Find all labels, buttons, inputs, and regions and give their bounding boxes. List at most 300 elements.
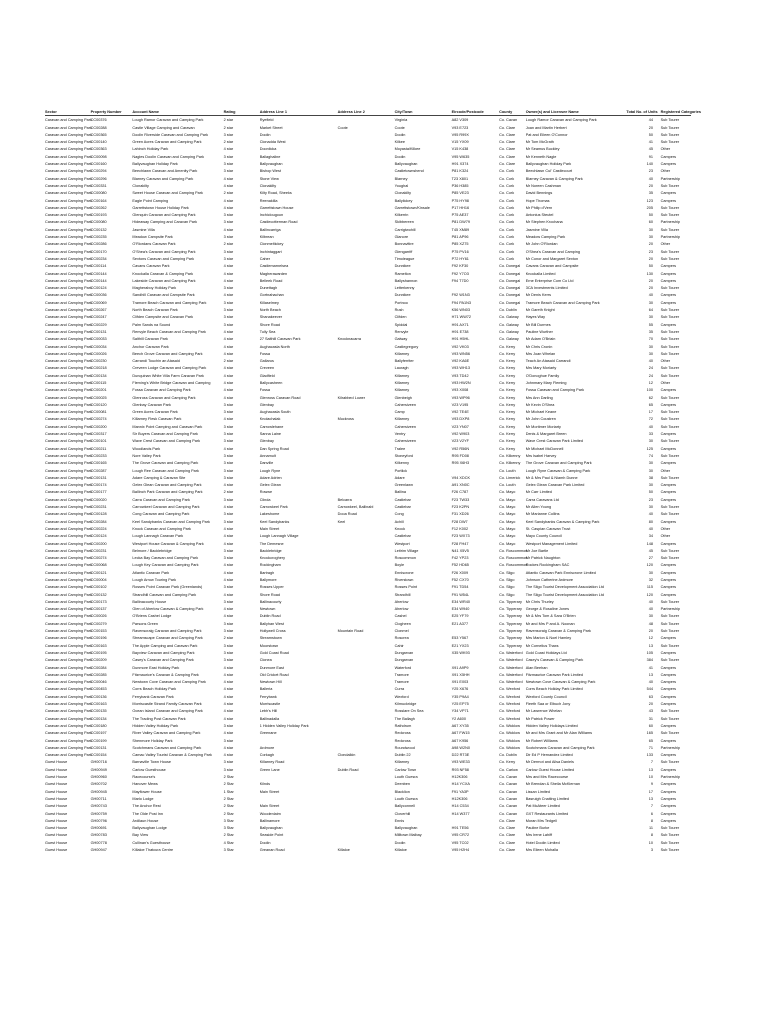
table-cell: F23 K2PN (451, 504, 470, 510)
table-cell: D22 RT3E (451, 752, 470, 758)
table-cell: Guest House (45, 766, 68, 772)
table-cell: Killarney (394, 387, 410, 393)
table-row (45, 277, 691, 284)
table-cell: Co. Wexford (499, 686, 521, 692)
table-cell: Other (660, 146, 671, 152)
table-cell: Main Street (259, 788, 280, 794)
table-cell: Ballyshannon (394, 277, 418, 283)
table-cell: Caravan and Camping Park (45, 562, 92, 568)
table-cell: Doolin (259, 131, 271, 137)
table-row (45, 394, 691, 401)
table-cell: Co. Wexford (499, 693, 521, 699)
table-cell: X91 E003 (451, 679, 469, 685)
table-cell: Caravan and Camping Park (45, 730, 92, 736)
table-cell: O'Shea's Caravan and Camping Park (132, 248, 196, 254)
table-cell: Mr Stephen Krochana (525, 219, 563, 225)
table-cell: Ballyvaughan (259, 161, 283, 167)
table-cell: CC00230 (90, 358, 107, 364)
table-cell: Pauline Burke (525, 825, 550, 831)
table-cell: 50 (648, 489, 653, 495)
table-cell: 125 (646, 445, 653, 451)
table-cell: Other (660, 467, 671, 473)
table-cell: 30 (648, 343, 653, 349)
table-cell: Campers (660, 569, 677, 575)
table-cell: 2 star (223, 241, 234, 247)
table-cell: Parsons Green (132, 620, 158, 626)
table-cell: Co. Donegal (499, 292, 521, 298)
column-header: County (499, 109, 513, 114)
table-cell: Caravan and Camping Park (45, 693, 92, 699)
table-cell: Cahersiveen (394, 423, 416, 429)
column-header: Eircode/Postcode (451, 109, 484, 114)
table-cell: Mr Michael Keane (525, 409, 557, 415)
table-cell: Hope Thomas (525, 197, 550, 203)
table-cell: 20 (648, 255, 653, 261)
table-cell: Meadow Camping Park (525, 234, 566, 240)
table-cell: The Ballagh (394, 715, 415, 721)
table-cell: 13 (648, 642, 653, 648)
table-cell: 20 (648, 628, 653, 634)
table-cell: 4 star (223, 540, 234, 546)
table-cell: 44 (648, 117, 653, 123)
table-cell: Caravan and Camping Park (45, 423, 92, 429)
column-header: Address Line 2 (337, 109, 365, 114)
table-cell: 2 star (223, 117, 234, 123)
table-cell: David Bennings (525, 190, 553, 196)
table-cell: Co. Cork (499, 212, 515, 218)
table-cell: Mr Seamus Buckley (525, 146, 560, 152)
table-cell: Clinda (259, 496, 271, 502)
table-cell: Co. Tipperary (499, 613, 522, 619)
table-cell: 148 (646, 540, 653, 546)
table-cell: Jasmine Villa (132, 226, 155, 232)
table-row (45, 270, 691, 277)
table-cell: Morriscastle (259, 701, 281, 707)
table-cell: Co. Waterford (499, 664, 523, 670)
table-row (45, 554, 691, 561)
table-cell: 30 (648, 504, 653, 510)
table-cell: Carra Caravans Ltd (525, 496, 559, 502)
table-cell: Caravan and Camping Park (45, 533, 92, 539)
table-cell: Guest House (45, 832, 68, 838)
table-cell: 384 (646, 657, 653, 663)
table-cell: Ryefield (259, 117, 274, 123)
table-cell: 3 star (223, 628, 234, 634)
column-header: Total No. of Units (626, 109, 658, 114)
table-cell: A67 FW15 (451, 730, 470, 736)
table-cell: Co. Cork (499, 241, 515, 247)
table-cell: Sub Tourer (660, 620, 680, 626)
table-cell: 27 Salthill Caravan Park (259, 336, 301, 342)
table-cell: Co. Roscommon (499, 555, 528, 561)
table-cell: CC00196 (90, 635, 107, 641)
table-row (45, 182, 691, 189)
table-cell: Caravan and Camping Park (45, 431, 92, 437)
table-cell: Sub Tourer (660, 226, 680, 232)
table-cell: Wexford County Council (525, 693, 567, 699)
table-cell: Campers (660, 277, 677, 283)
table-row (45, 605, 691, 612)
table-cell: P36 H385 (451, 182, 469, 188)
table-cell: Knocknacarra (337, 336, 362, 342)
table-cell: Kilkee (394, 139, 405, 145)
table-cell: Sub Tourer (660, 212, 680, 218)
table-cell: Co. Mayo (499, 489, 516, 495)
table-cell: Ballyvaughan (394, 825, 418, 831)
table-cell: Sub Tourer (660, 328, 680, 334)
table-cell: CC00177 (90, 489, 107, 495)
table-row (45, 262, 691, 269)
table-cell: CC00136 (90, 693, 107, 699)
table-cell: V93 E723 (451, 124, 469, 130)
table-cell: Camac Valley Tourist Caravan & Camping Park (132, 752, 212, 758)
table-cell: 3 star (223, 657, 234, 663)
table-cell: Mrs Isabel Harvey (525, 452, 557, 458)
table-cell: 12 (648, 635, 653, 641)
table-cell: 120 (646, 591, 653, 597)
table-cell: 3 star (223, 131, 234, 137)
table-cell: Kilbrean (259, 234, 274, 240)
table-cell: Carra Caravan and Camping Park (132, 496, 190, 502)
table-cell: 4 star (223, 577, 234, 582)
table-cell: Sub Tourer (660, 394, 680, 400)
table-cell: CC00317 (90, 431, 107, 437)
table-cell: Tralee (394, 445, 406, 451)
table-cell: 8 (650, 817, 653, 823)
table-cell: Lough Ryne Caravan & Camping Park (525, 467, 591, 473)
table-cell: Co. Sligo (499, 591, 515, 597)
table-cell: 3 star (223, 299, 234, 305)
table-cell: Co. Mayo (499, 511, 516, 517)
table-cell: CC00233 (90, 452, 107, 458)
table-cell: 3 star (223, 518, 234, 524)
table-cell: Kilmuckridge (394, 701, 417, 707)
table-cell: 120 (646, 562, 653, 568)
table-cell: Caravan and Camping Park (45, 117, 92, 123)
table-cell: Casey's Caravan & Camping Park (525, 657, 584, 663)
table-cell: Magherawarden (259, 270, 288, 276)
table-cell: Cahersiveen (394, 401, 416, 407)
table-cell: Clifden Campsite and Caravan Park (132, 314, 194, 320)
table-cell: 4 star (223, 562, 234, 568)
table-cell: Morriscastle Strand Family Caravan Park (132, 701, 202, 707)
table-cell: Co. Clare (499, 146, 516, 152)
table-row (45, 335, 691, 342)
table-cell: Bonnavitire (394, 241, 414, 247)
table-cell: Caravan and Camping Park (45, 628, 92, 634)
table-cell: O'Shea's Caravan and Camping (525, 248, 580, 254)
table-cell: F26 C787 (451, 489, 469, 495)
table-cell: 71 (648, 744, 653, 750)
table-cell: Fitzmaurice's Caravan & Camping Park (132, 671, 199, 677)
table-cell: Kilnds (259, 781, 271, 787)
table-cell: Ballyvaughan Lodge (132, 825, 167, 831)
table-cell: 2 star (223, 635, 234, 641)
table-cell: 4 star (223, 445, 234, 451)
table-cell: CC00331 (90, 182, 107, 188)
table-cell: GH00691 (90, 825, 107, 831)
table-cell: 34 (648, 533, 653, 539)
table-cell: Keel Sandybanks Caravan and Camping Park (132, 518, 210, 524)
table-cell: Hayes Way (525, 314, 545, 320)
table-cell: Belmore / Backlebridge (132, 547, 172, 553)
table-cell: 3 star (223, 547, 234, 553)
table-cell: Caravan and Camping Park (45, 686, 92, 692)
table-cell: Knolachalak (259, 416, 281, 422)
table-cell: Basruigh Cnaiting Limited (525, 795, 570, 801)
table-cell: K56 WN03 (451, 307, 470, 313)
table-cell: Caravan and Camping Park (45, 657, 92, 663)
table-cell: Joan and Martin Herbert (525, 124, 567, 130)
table-cell: GH00960 (90, 774, 107, 780)
table-cell: Mr Allen Young (525, 504, 552, 510)
table-cell: Mr Robert Williams (525, 737, 558, 743)
table-cell: Shore Road (259, 591, 280, 597)
table-cell: Moorstown (259, 642, 279, 648)
table-row (45, 175, 691, 182)
table-cell: Caravan and Camping Park (45, 350, 92, 356)
table-cell: Caravan and Camping Park (45, 131, 92, 137)
table-cell: Mr Joe Bartle (525, 547, 549, 553)
table-cell: Lakeshome (259, 511, 280, 517)
table-cell: Co. Cork (499, 234, 515, 240)
table-header-row (45, 108, 701, 116)
table-cell: H91 AX71 (451, 321, 469, 327)
table-cell: Kilrabbed Lower (337, 394, 366, 400)
table-cell: 30 (648, 613, 653, 619)
table-cell: Caravan and Camping Park (45, 248, 92, 254)
table-cell: Campers (660, 460, 677, 466)
table-cell: Lissan Limited (525, 788, 550, 794)
table-cell: Atlantic Caravan Park Enniscrone Limited (525, 569, 596, 575)
table-row (45, 233, 691, 240)
table-cell: Dunettagh (259, 285, 278, 291)
table-cell: 23 (648, 168, 653, 174)
table-cell: Hidden Valley Holidays Limited (525, 722, 578, 728)
table-cell: Cavans Caravan Park (132, 263, 170, 269)
table-cell: Co. Kerry (499, 343, 516, 349)
table-cell: 40 (648, 511, 653, 517)
table-cell: Caravan and Camping Park (45, 182, 92, 188)
table-cell: 3 star (223, 248, 234, 254)
table-cell: 11 (649, 825, 653, 831)
table-cell: Sub Tourer (660, 372, 680, 378)
table-cell: Castlecotterman Road (259, 219, 298, 225)
table-cell: Teach An Atasaid Carrandi (525, 358, 571, 364)
table-cell: Sub Tourer (660, 628, 680, 634)
table-cell: F91 TD54 (451, 584, 469, 590)
table-cell: V93 DXP8 (451, 416, 470, 422)
table-cell: 9 (650, 781, 653, 787)
table-cell: Co. Cavan (499, 781, 518, 787)
table-row (45, 357, 691, 364)
table-row (45, 569, 691, 576)
table-cell: Doolin (394, 839, 406, 845)
table-cell: Sub Tourer (660, 613, 680, 619)
table-cell: CC00154 (90, 752, 107, 758)
table-cell: CC00140 (90, 139, 107, 145)
table-cell: 32 (648, 577, 653, 582)
table-cell: Inchintaggart (259, 248, 282, 254)
table-cell: Denis & Margaret Breen (525, 431, 567, 437)
table-cell: V23 YN07 (451, 423, 469, 429)
table-cell: 20 (648, 182, 653, 188)
table-cell: 74 (648, 452, 653, 458)
table-cell: Glenbeigh (394, 394, 412, 400)
table-cell: Galway (394, 336, 408, 342)
table-cell: Rosses Point Caravan Park (Greenlands) (132, 584, 203, 590)
table-cell: Caravan and Camping Park (45, 642, 92, 648)
table-cell: 2 Star (223, 810, 234, 816)
table-cell: 40 (648, 598, 653, 604)
table-cell: V92 TE4E (451, 409, 469, 415)
table-cell: Sub Tourer (660, 839, 680, 845)
table-cell: Blacklion (394, 788, 410, 794)
table-cell: Co. Wicklow (499, 744, 521, 750)
table-cell: Cullinan's Guesthouse (132, 839, 171, 845)
table-cell: Beechlawn Caravan and Amenity Park (132, 168, 198, 174)
table-cell: Campers (660, 482, 677, 488)
table-cell: Knock Caravan and Camping Park (132, 525, 191, 531)
table-cell: Mr Patrick Naughton (525, 555, 561, 561)
table-cell: Co. Tipperary (499, 620, 522, 626)
table-cell: 4 star (223, 372, 234, 378)
table-cell: Sub Tourer (660, 438, 680, 444)
table-cell: 20 (648, 277, 653, 283)
table-cell: Adare Adrien (259, 474, 282, 480)
table-cell: Mr Kevin O'Shea (525, 401, 555, 407)
table-cell: Adare Camping & Caravan Site (132, 474, 186, 480)
table-cell: Eagle Point Camping (132, 197, 169, 203)
table-cell: CC00365 (90, 131, 107, 137)
table-row (45, 722, 691, 729)
table-cell: Atlantic Caravan Park (132, 569, 170, 575)
table-cell: Stone View (259, 175, 279, 181)
table-cell: Rosslare On Sea (394, 708, 424, 714)
table-cell: Caravan and Camping Park (45, 664, 92, 670)
table-cell: Partnership (660, 175, 681, 181)
table-cell: Dublin Road (259, 613, 281, 619)
table-cell: Caravan and Camping Park (45, 737, 92, 743)
table-cell: V92 VK03 (451, 343, 469, 349)
table-cell: Y2 A600 (451, 715, 466, 721)
table-cell: P72 HY61 (451, 255, 469, 261)
table-cell: Dunquinan White Villa Farm Caravan Park (132, 372, 204, 378)
table-cell: F12 K002 (451, 525, 469, 531)
table-cell: Campers (660, 810, 677, 816)
table-cell: CC00114 (90, 263, 107, 269)
table-cell: CC00115 (90, 379, 107, 385)
table-cell: Co. Wexford (499, 701, 521, 707)
table-cell: Dungarvan (394, 657, 414, 663)
table-cell: CC00197 (90, 730, 107, 736)
table-cell: Caravan and Camping Park (45, 365, 92, 371)
table-cell: Co. Cavan (499, 810, 518, 816)
table-cell: 4 star (223, 328, 234, 334)
table-cell: Co. Clare (499, 161, 516, 167)
table-cell: Carlow Guesthouse (132, 766, 166, 772)
table-cell: Co. Wicklow (499, 730, 521, 736)
table-cell: 13 (648, 671, 653, 677)
table-cell: Co. Mayo (499, 533, 516, 539)
table-cell: F92 Y7O3 (451, 270, 469, 276)
table-row (45, 255, 691, 262)
table-cell: Corrs Beach Holiday Park (132, 686, 177, 692)
table-cell: Clonakilty (132, 182, 149, 188)
table-cell: Co. Kerry (499, 387, 516, 393)
table-cell: Campers (660, 401, 677, 407)
table-cell: Meadow Campsite Park (132, 234, 173, 240)
table-cell: 3 star (223, 153, 234, 159)
table-cell: V23 V195 (451, 401, 469, 407)
table-cell: 24 (648, 372, 653, 378)
table-cell: Caravan and Camping Park (45, 620, 92, 626)
table-cell: 3 star (223, 598, 234, 604)
table-cell: Keel Sandybanks Caravan & Camping Park (525, 518, 600, 524)
table-cell: Leitrim Village (394, 547, 419, 553)
table-cell: Newtown Cove Caravan & Camping Park (525, 679, 596, 685)
table-cell: 24 (648, 365, 653, 371)
table-cell: Sub Tourer (660, 117, 680, 123)
table-cell: Y34 VP71 (451, 708, 469, 714)
table-cell: Campers (660, 584, 677, 590)
table-row (45, 700, 691, 707)
table-cell: Mr Kenneth Nagle (525, 153, 557, 159)
table-cell: P81 K324 (451, 168, 469, 174)
table-cell: F31 XD26 (451, 511, 469, 517)
table-row (45, 204, 691, 211)
table-cell: Kilkerrin (394, 212, 409, 218)
table-cell: Guest House (45, 795, 68, 801)
table-cell: Castlebar (394, 504, 411, 510)
table-row (45, 620, 691, 627)
table-cell: Waterford (394, 664, 412, 670)
table-cell: 4 star (223, 730, 234, 736)
table-cell: H91 E738 (451, 328, 469, 334)
table-cell: Jasmine Villa (525, 226, 549, 232)
table-row (45, 437, 691, 444)
table-cell: X91 A9P9 (451, 664, 469, 670)
table-cell: 4 Star (223, 839, 234, 845)
table-cell: Redcross (394, 730, 411, 736)
table-cell: Caravan and Camping Park (45, 372, 92, 378)
table-cell: R95 FD08 (451, 452, 469, 458)
table-cell: Strandhill Caravan and Camping Park (132, 591, 197, 597)
table-cell: CC00170 (90, 248, 107, 254)
table-cell: CC00294 (90, 168, 107, 174)
table-cell: Carrowlehane (259, 423, 284, 429)
table-cell: Moyasta/Kilkee (394, 146, 421, 152)
table-cell: The Trading Post Caravan Park (132, 715, 186, 721)
table-cell: Ardmore (259, 744, 275, 750)
table-cell: 40 (648, 358, 653, 364)
table-cell: 35 (648, 190, 653, 196)
table-row (45, 642, 691, 649)
table-cell: Blarney Caravan and Camping Park (132, 175, 194, 181)
table-row (45, 766, 691, 773)
table-cell: Shenmore Holiday Park (132, 737, 173, 743)
table-cell: CC00020 (90, 496, 107, 502)
table-cell: Green Acres Caravan Park (132, 409, 178, 415)
table-cell: Sextons Caravan and Camping Park (132, 255, 195, 261)
table-cell: Co. Galway (499, 336, 519, 342)
table-cell: 2 Star (223, 795, 234, 801)
table-cell: Doolin (394, 131, 406, 137)
table-cell: CC00287 (90, 467, 107, 473)
table-cell: Mr Adam O'Briain (525, 336, 556, 342)
table-cell: Campers (660, 591, 677, 597)
table-row (45, 226, 691, 233)
